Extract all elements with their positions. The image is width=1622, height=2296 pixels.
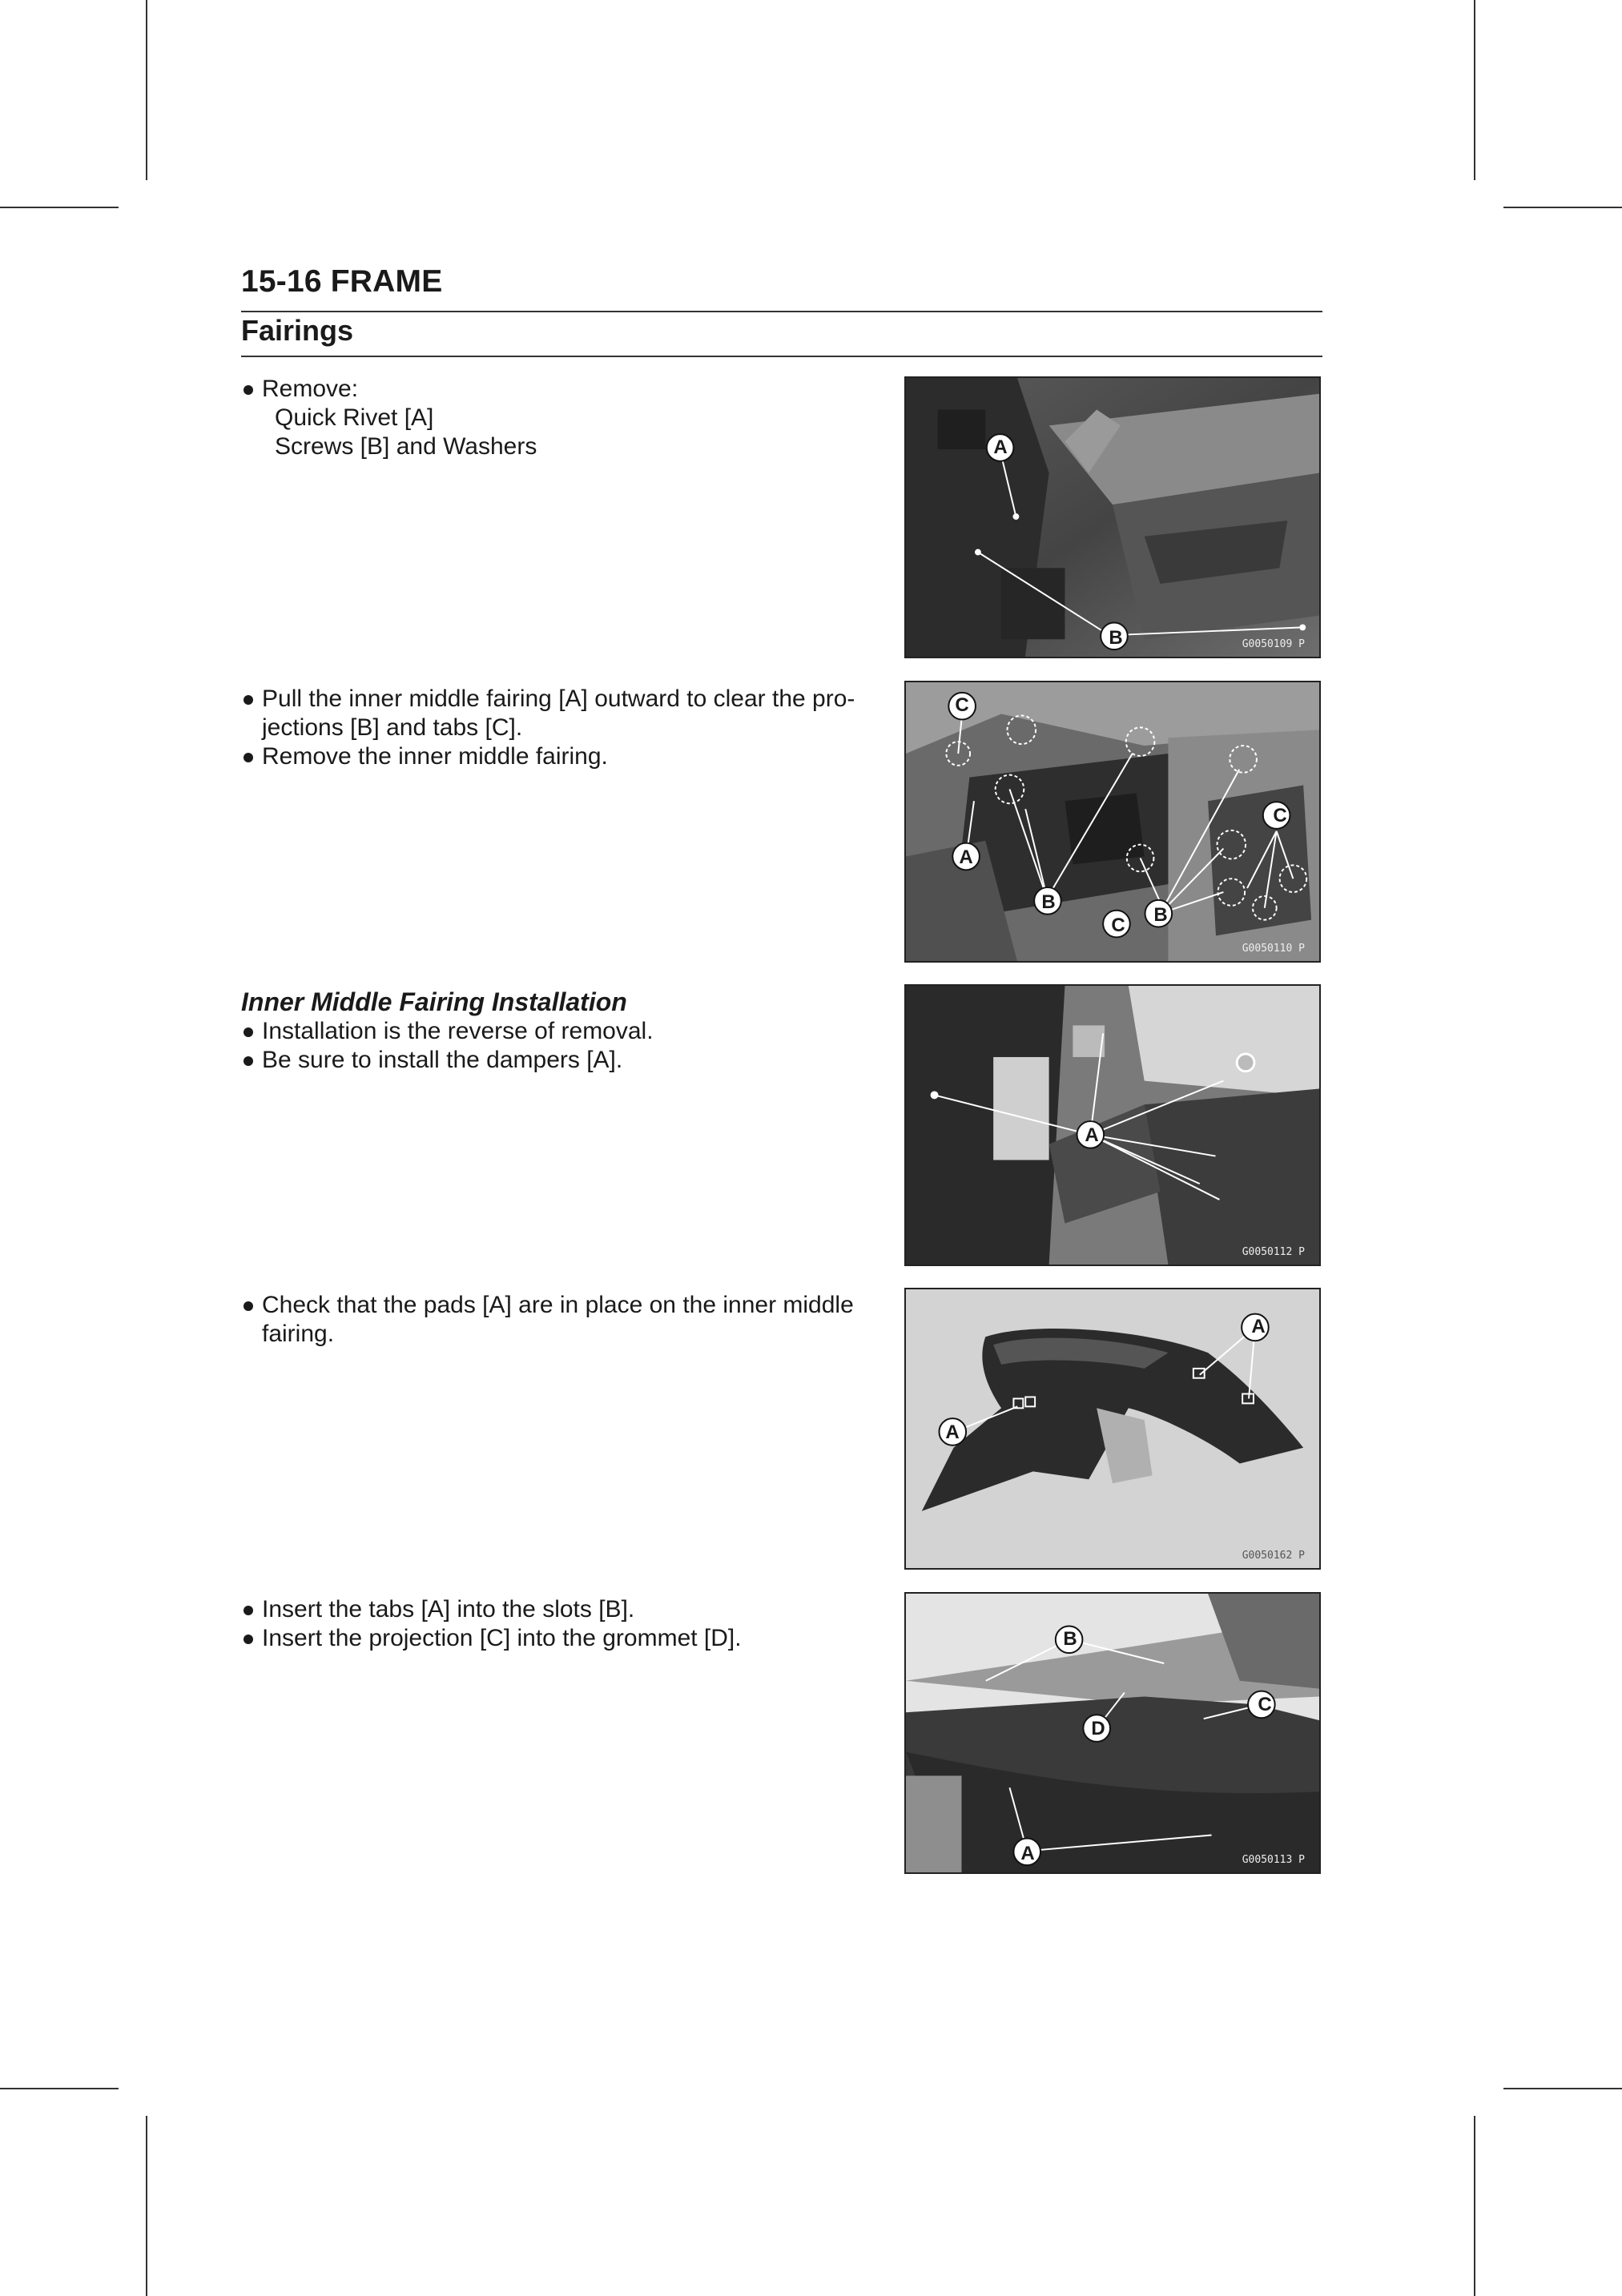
bullet-item — [241, 685, 882, 742]
figure-id: G0050113 P — [1242, 1854, 1305, 1866]
crop-mark — [1474, 0, 1475, 180]
step-1-text — [241, 375, 882, 461]
bullet-item — [241, 1595, 882, 1624]
crop-mark — [0, 207, 119, 208]
callout-overlay — [906, 986, 1319, 1265]
sub-item: Screws [B] and Washers — [275, 433, 537, 460]
crop-mark — [1474, 2116, 1475, 2296]
figure-dampers — [904, 984, 1321, 1266]
bullet-dot — [241, 1624, 262, 1653]
step-4-text — [241, 1291, 882, 1349]
callout-label: B — [1063, 1628, 1077, 1650]
step-3-text — [241, 987, 882, 1075]
figure-id: G0050112 P — [1242, 1246, 1305, 1258]
figure-tabs-slots — [904, 1592, 1321, 1874]
bullet-text: Insert the tabs [A] into the slots [B]. — [262, 1596, 635, 1622]
bullet-item — [241, 1017, 882, 1046]
callout-overlay — [906, 1594, 1319, 1872]
bullet-text: Pull the inner middle fairing [A] outward to clear the pro-jections [B] and tabs [C]. — [262, 686, 855, 741]
callout-label: C — [955, 694, 969, 716]
callout-label: B — [1153, 904, 1168, 926]
bullet-item — [241, 1046, 882, 1075]
crop-mark — [1503, 2088, 1622, 2089]
bullet-dot — [241, 1046, 262, 1075]
callout-label: B — [1041, 891, 1056, 913]
bullet-text: Installation is the reverse of removal. — [262, 1018, 654, 1044]
subsection-heading: Inner Middle Fairing Installation — [241, 987, 627, 1016]
figure-id: G0050109 P — [1242, 638, 1305, 650]
callout-label: C — [1273, 805, 1287, 826]
callout-label: C — [1258, 1694, 1272, 1715]
bullet-text: Be sure to install the dampers [A]. — [262, 1047, 623, 1073]
bullet-text: Remove: — [262, 376, 359, 402]
crop-mark — [146, 2116, 147, 2296]
bullet-dot — [241, 375, 262, 404]
callout-label: D — [1091, 1718, 1105, 1739]
figure-id: G0050110 P — [1242, 943, 1305, 955]
figure-quick-rivet-screws — [904, 376, 1321, 658]
bullet-text: Remove the inner middle fairing. — [262, 743, 608, 770]
figure-id: G0050162 P — [1242, 1550, 1305, 1562]
callout-label: A — [1020, 1843, 1035, 1864]
section-title: Fairings — [241, 314, 354, 347]
step-2-text — [241, 685, 882, 771]
sub-item: Quick Rivet [A] — [275, 404, 434, 431]
bullet-item — [241, 375, 882, 404]
bullet-dot — [241, 1595, 262, 1624]
step-5-text — [241, 1595, 882, 1653]
callout-overlay — [906, 378, 1319, 657]
figure-pads — [904, 1288, 1321, 1570]
callout-label: A — [1251, 1316, 1266, 1337]
callout-label: A — [1085, 1124, 1099, 1146]
callout-label: A — [993, 436, 1008, 458]
bullet-item — [241, 742, 882, 771]
header-rule — [241, 311, 1322, 312]
bullet-item — [241, 1624, 882, 1653]
callout-label: C — [1111, 915, 1125, 936]
bullet-dot — [241, 1017, 262, 1046]
page-title: 15-16 FRAME — [241, 264, 443, 299]
bullet-dot — [241, 742, 262, 771]
callout-label: A — [945, 1421, 960, 1443]
callout-label: B — [1109, 627, 1123, 649]
bullet-item — [241, 1291, 882, 1349]
crop-mark — [1503, 207, 1622, 208]
callout-label: A — [959, 846, 973, 868]
bullet-dot — [241, 685, 262, 742]
crop-mark — [146, 0, 147, 180]
bullet-text: Insert the projection [C] into the grommet [D]. — [262, 1625, 742, 1651]
bullet-text: Check that the pads [A] are in place on the inner middle fairing. — [262, 1292, 854, 1347]
section-rule — [241, 356, 1322, 357]
figure-inner-middle-fairing-removal — [904, 681, 1321, 963]
bullet-dot — [241, 1291, 262, 1349]
crop-mark — [0, 2088, 119, 2089]
